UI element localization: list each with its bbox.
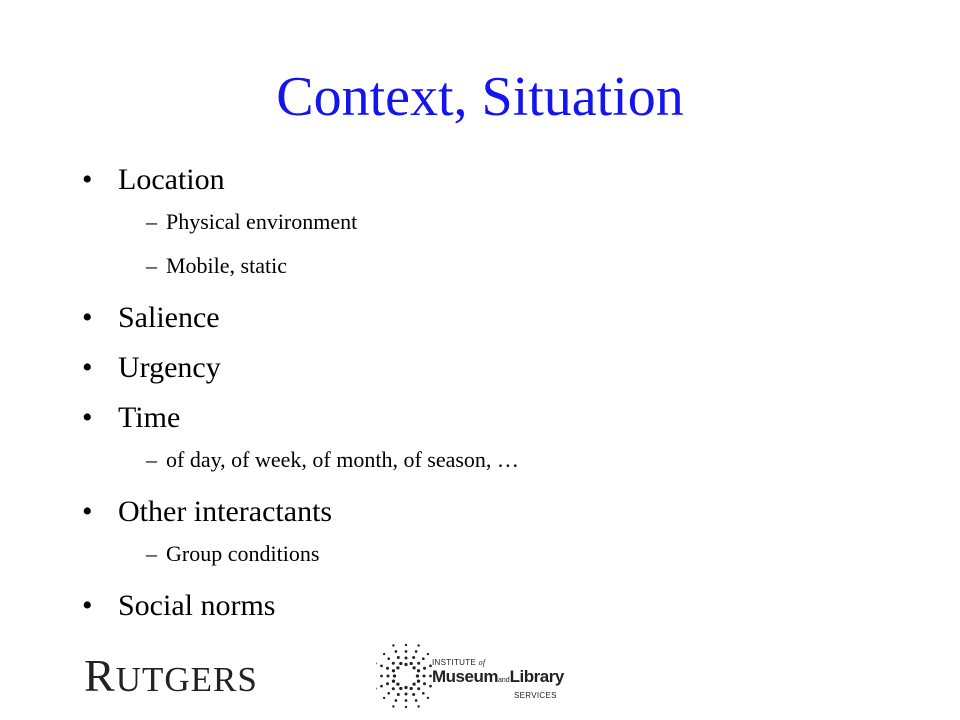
sub-bullet-text: Group conditions <box>166 541 320 566</box>
bullet-item <box>82 298 902 338</box>
bullet-marker: • <box>82 301 93 334</box>
bullet-item <box>82 160 902 200</box>
bullet-text: Social norms <box>118 589 276 622</box>
bullet-item <box>82 348 902 388</box>
bullet-marker: • <box>82 401 93 434</box>
bullet-text: Urgency <box>118 351 221 384</box>
bullet-item <box>82 398 902 438</box>
bullet-marker: • <box>82 351 93 384</box>
imls-logo-services: SERVICES <box>514 691 557 700</box>
sub-bullet-item <box>82 208 902 236</box>
rutgers-logo-initial: R <box>84 650 116 701</box>
bullet-text: Other interactants <box>118 495 333 528</box>
imls-logo <box>376 638 564 714</box>
slide-title: Context, Situation <box>276 66 684 128</box>
starburst-icon <box>376 638 434 714</box>
sub-bullet-text: of day, of week, of month, of season, … <box>166 447 519 472</box>
rutgers-logo <box>84 650 258 701</box>
bullet-marker: • <box>82 589 93 622</box>
bullet-text: Location <box>118 163 225 196</box>
bullet-list <box>82 160 902 626</box>
dash-marker: – <box>146 209 157 234</box>
dash-marker: – <box>146 541 157 566</box>
sub-bullet-item <box>82 252 902 280</box>
sub-bullet-text: Physical environment <box>166 209 358 234</box>
bullet-marker: • <box>82 495 93 528</box>
rutgers-logo-rest: UTGERS <box>115 660 258 699</box>
sub-bullet-item <box>82 540 902 568</box>
dash-marker: – <box>146 447 157 472</box>
sub-bullet-text: Mobile, static <box>166 253 287 278</box>
bullet-item <box>82 492 902 532</box>
bullet-text: Salience <box>118 301 220 334</box>
imls-logo-name: MuseumandLibrary <box>432 667 564 686</box>
bullet-marker: • <box>82 163 93 196</box>
sub-bullet-item <box>82 446 902 474</box>
imls-logo-institute: INSTITUTE of <box>432 658 486 667</box>
imls-logo-text <box>432 658 564 700</box>
bullet-item <box>82 586 902 626</box>
dash-marker: – <box>146 253 157 278</box>
bullet-text: Time <box>118 401 181 434</box>
